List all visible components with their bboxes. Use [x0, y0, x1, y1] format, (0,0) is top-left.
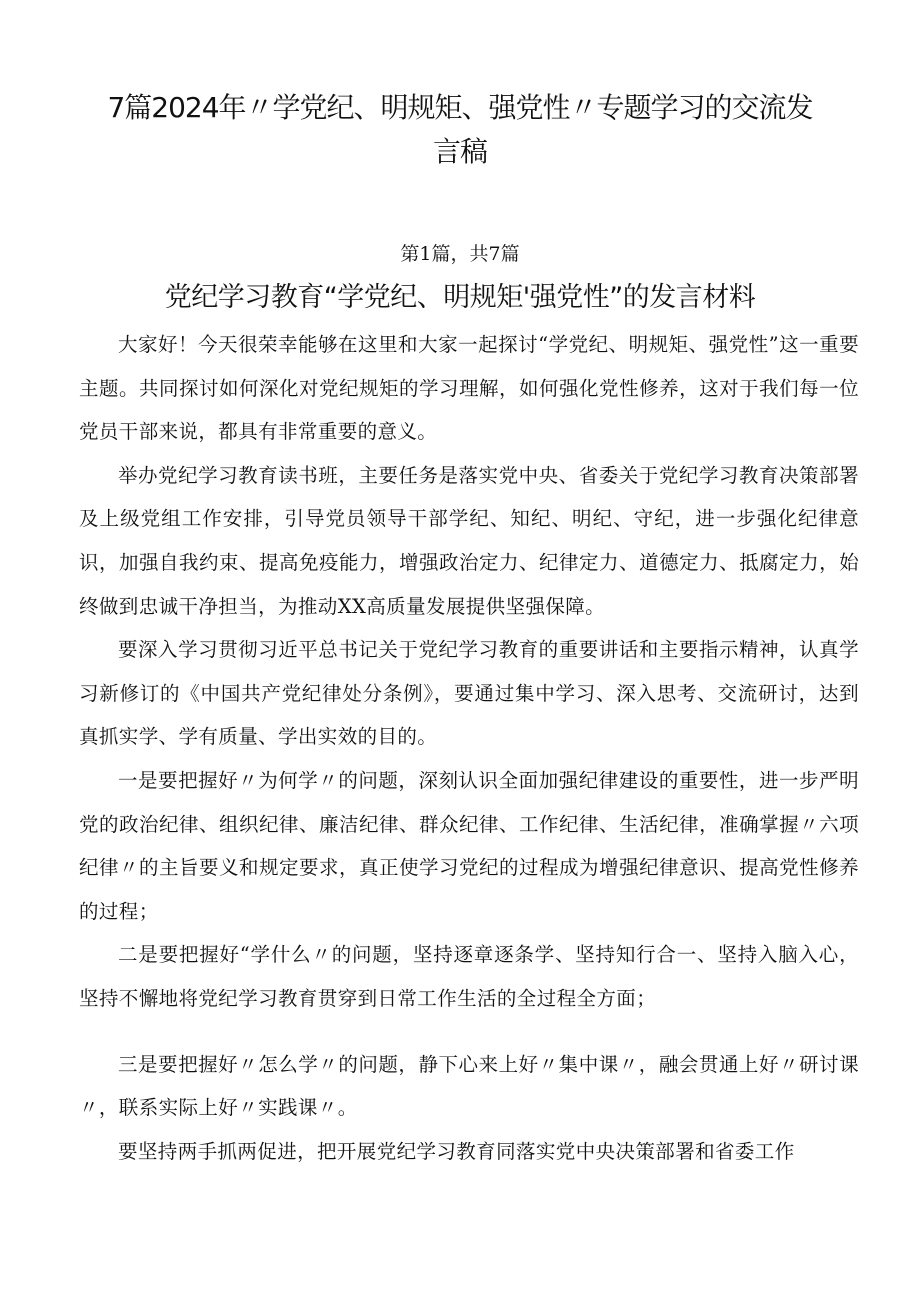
- paragraph: 一是要把握好〃为何学〃的问题，深刻认识全面加强纪律建设的重要性，进一步严明党的政治纪律、组织纪律、廉洁纪律、群众纪律、工作纪律、生活纪律，准确掌握〃六项纪律〃的主旨要义和规定要求，真正使学习党纪的过程成为增强纪律意识、提高党性修养的过程；: [79, 768, 859, 923]
- part-label: 第1篇，共7篇: [400, 243, 520, 265]
- paragraph: 大家好！今天很荣幸能够在这里和大家一起探讨“学党纪、明规矩、强党性”这一重要主题。共同探讨如何深化对党纪规矩的学习理解，如何强化党性修养，这对于我们每一位党员干部来说，都具有非常重要的意义。: [79, 333, 859, 444]
- paragraph: 二是要把握好“学什么〃的问题，坚持逐章逐条学、坚持知行合一、坚持入脑入心，坚持不懈地将党纪学习教育贯穿到日常工作生活的全过程全方面；: [79, 943, 859, 1010]
- part-title: 党纪学习教育“学党纪、明规矩'强党性”的发言材料: [164, 282, 756, 313]
- body-text: [79, 323, 859, 1173]
- document-title: 7篇2024年〃学党纪、明规矩、强党性〃专题学习的交流发言稿: [107, 91, 813, 168]
- paragraph: 要深入学习贯彻习近平总书记关于党纪学习教育的重要讲话和主要指示精神，认真学习新修订的《中国共产党纪律处分条例》，要通过集中学习、深入思考、交流研讨，达到真抓实学、学有质量、学出实效的目的。: [79, 638, 859, 749]
- paragraph: 要坚持两手抓两促进，把开展党纪学习教育同落实党中央决策部署和省委工作: [118, 1139, 795, 1163]
- paragraph: 举办党纪学习教育读书班，主要任务是落实党中央、省委关于党纪学习教育决策部署及上级党组工作安排，引导党员领导干部学纪、知纪、明纪、守纪，进一步强化纪律意识，加强自我约束、提高免疫能力，增强政治定力、纪律定力、道德定力、抵腐定力，始终做到忠诚干净担当，为推动XX高质量发展提供坚强保障。: [79, 463, 859, 618]
- paragraph: 三是要把握好〃怎么学〃的问题，静下心来上好〃集中课〃，融会贯通上好〃研讨课〃，联系实际上好〃实践课〃。: [79, 1052, 859, 1120]
